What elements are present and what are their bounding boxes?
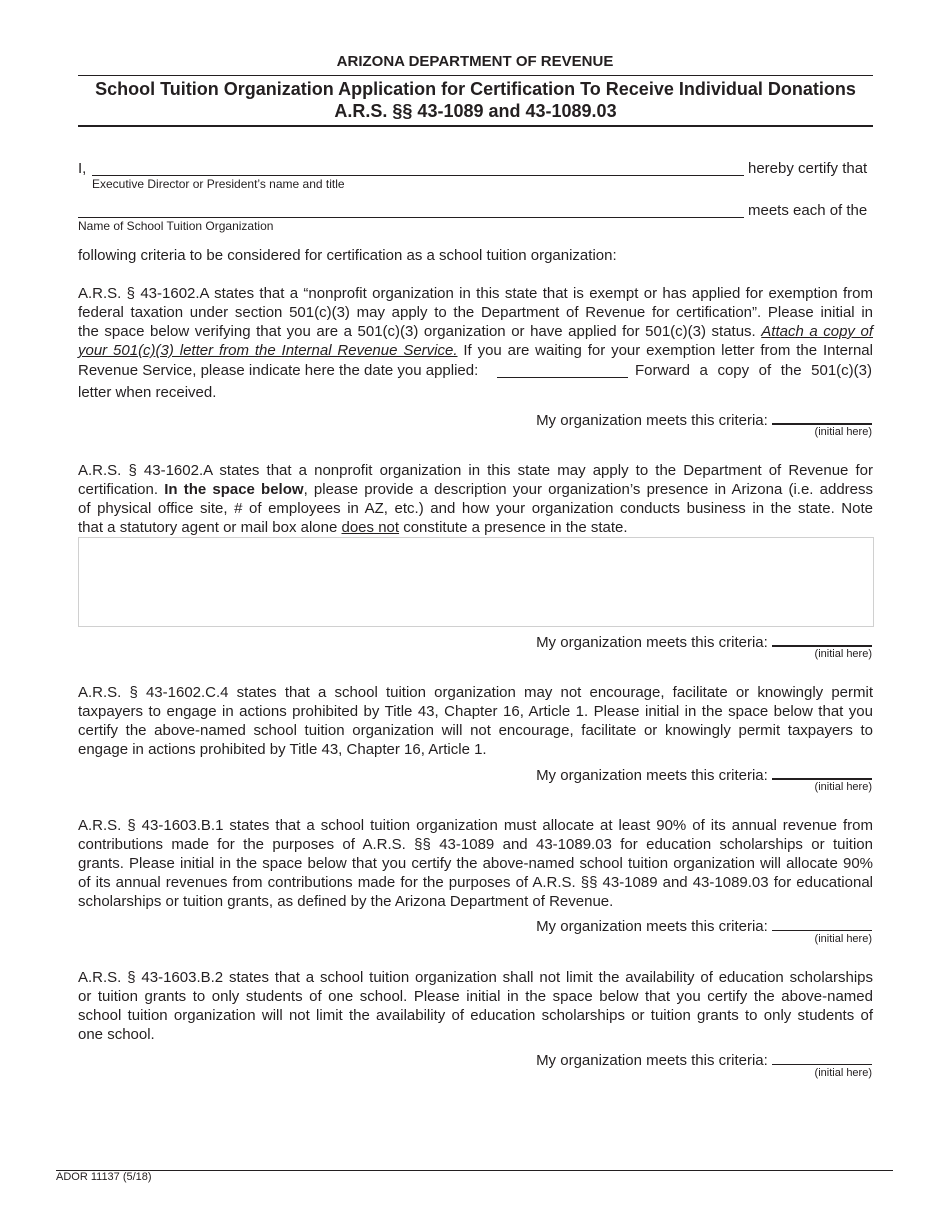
date-applied-label: Revenue Service, please indicate here the date you applied: [78,362,479,379]
criteria-intro: following criteria to be considered for certification as a school tuition organization: [78,247,617,264]
footer-rule [56,1170,893,1171]
forward-copy-text: Forward a copy of the 501(c)(3) [635,362,872,379]
section4-line: scholarships or tuition grants, as defined by the Arizona Department of Revenue. [78,893,614,910]
criteria-label: My organization meets this criteria: [536,767,768,784]
section1-text: If you are waiting for your exemption letter from the Internal [463,342,873,359]
letter-received-text: letter when received. [78,384,217,401]
certify-suffix-1: hereby certify that [748,160,868,177]
initial-hint-4: (initial here) [814,933,872,945]
presence-description-box[interactable] [78,537,874,627]
section3-line: taxpayers to engage in actions prohibited by Title 43, Chapter 16, Article 1. Please initial in the space below that you [78,703,873,720]
criteria-section-1 [78,284,873,360]
section1-line [78,322,873,341]
criteria-label: My organization meets this criteria: [536,412,768,429]
section5-line: school tuition organization will not limit the availability of education scholarships or tuition grants to only students of [78,1007,873,1024]
form-title [78,78,873,122]
form-title-line2: A.R.S. §§ 43-1089 and 43-1089.03 [334,101,617,121]
attach-letter-instruction: Attach a copy of [761,323,873,340]
header-rule [78,75,873,76]
criteria-section-5 [78,968,873,1044]
section1-line [78,341,873,360]
initial-field-4[interactable] [772,918,872,931]
section4-line: contributions made for the purposes of A.R.S. §§ 43-1089 and 43-1089.03 for education scholarships or tuition [78,836,873,853]
criteria-label: My organization meets this criteria: [536,1052,768,1069]
criteria-label: My organization meets this criteria: [536,634,768,651]
agency-name: ARIZONA DEPARTMENT OF REVENUE [336,53,614,70]
section5-line: one school. [78,1026,155,1043]
date-applied-field[interactable] [497,377,628,378]
section2-text: , please provide a description your organization’s presence in Arizona (i.e. address [303,481,873,498]
section1-line: federal taxation under section 501(c)(3) may apply to the Department of Revenue for certification”. Please initial in [78,304,873,321]
criteria-section-2 [78,461,873,537]
section2-text: constitute a presence in the state. [403,519,628,536]
section1-line: A.R.S. § 43-1602.A states that a “nonprofit organization in this state that is exempt or has applied for exemption from [78,285,873,302]
certify-prefix: I, [78,160,87,177]
certify-suffix-2: meets each of the [748,202,868,219]
section2-emphasis: In the space below [164,481,304,498]
criteria-section-4 [78,816,873,911]
section2-text: that a statutory agent or mail box alone [78,519,338,536]
section1-text: the space below verifying that you are a 501(c)(3) organization or have applied for 501(c)(3) status. [78,323,756,340]
section3-line: engage in actions prohibited by Title 43, Chapter 16, Article 1. [78,741,487,758]
section4-line: grants. Please initial in the space below that you certify the above-named school tuition organization will allocate 90% [78,855,873,872]
organization-name-field[interactable] [78,217,744,218]
initial-field-5[interactable] [772,1052,872,1065]
initial-field-3[interactable] [772,766,872,780]
criteria-section-3 [78,683,873,759]
section4-line: of its annual revenues from contributions made for the purposes of A.R.S. §§ 43-1089 and 43-1089.03 for educational [78,874,873,891]
director-name-caption: Executive Director or President’s name and title [92,177,345,191]
form-title-line1: School Tuition Organization Application for Certification To Receive Individual Donations [95,79,856,99]
section3-line: A.R.S. § 43-1602.C.4 states that a school tuition organization may not encourage, facilitate or knowingly permit [78,684,873,701]
section2-line: A.R.S. § 43-1602.A states that a nonprofit organization in this state may apply to the Department of Revenue for [78,462,873,479]
initial-field-1[interactable] [772,411,872,425]
section3-line: certify the above-named school tuition organization will not encourage, facilitate or knowingly permit taxpayers to [78,722,873,739]
initial-field-2[interactable] [772,633,872,647]
section4-line: A.R.S. § 43-1603.B.1 states that a school tuition organization must allocate at least 90% of its annual revenue from [78,817,873,834]
section5-line: A.R.S. § 43-1603.B.2 states that a school tuition organization shall not limit the availability of education scholarships [78,969,873,986]
attach-letter-instruction: your 501(c)(3) letter from the Internal Revenue Service. [78,342,458,359]
section2-line: of physical office site, # of employees in AZ, etc.) and how your organization conducts business in the state. Note [78,500,873,517]
title-rule [78,125,873,127]
section2-line [78,480,873,499]
initial-hint-3: (initial here) [814,781,872,793]
form-number: ADOR 11137 (5/18) [56,1171,152,1183]
section5-line: or tuition grants to only students of one school. Please initial in the space below that you certify the above-named [78,988,873,1005]
initial-hint-2: (initial here) [814,648,872,660]
director-name-field[interactable] [92,175,744,176]
section2-text: certification. [78,481,159,498]
organization-name-caption: Name of School Tuition Organization [78,219,274,233]
section2-underline: does not [341,519,400,536]
initial-hint-5: (initial here) [814,1067,872,1079]
initial-hint-1: (initial here) [814,426,872,438]
section2-line [78,518,873,537]
criteria-label: My organization meets this criteria: [536,918,768,935]
